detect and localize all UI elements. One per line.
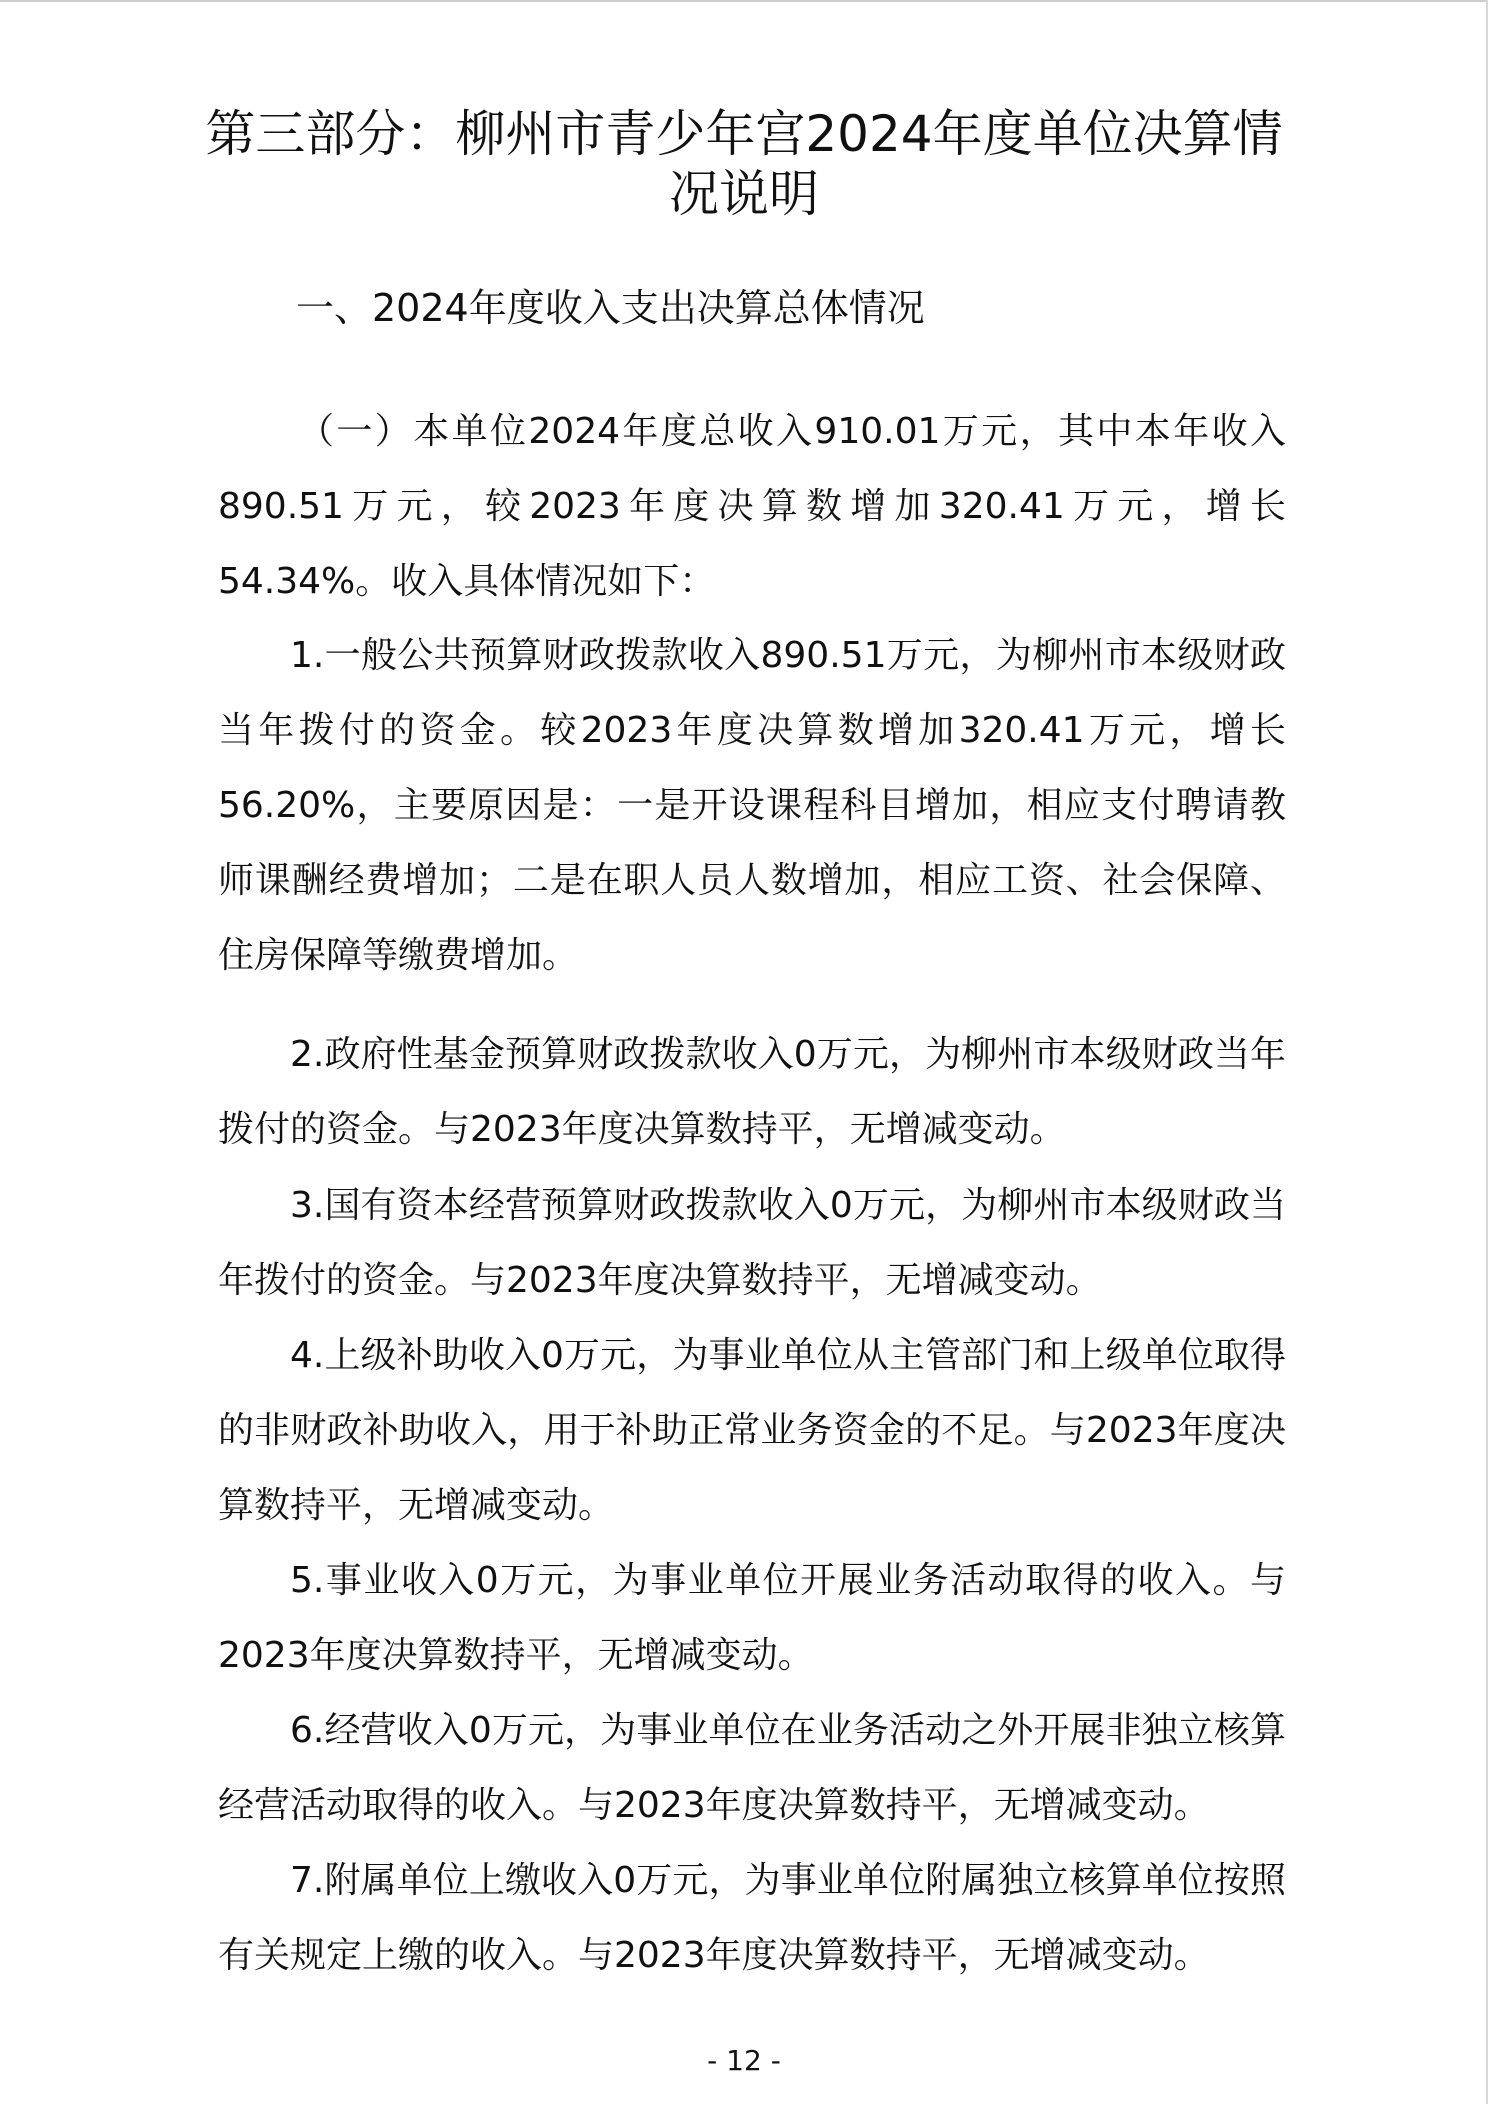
- paragraph-total-income: （一）本单位2024年度总收入910.01万元，其中本年收入890.51万元，较2023年度决算数增加320.41万元，增长54.34%。收入具体情况如下：: [218, 411, 1286, 602]
- paragraph-general-budget-income: 1.一般公共预算财政拨款收入890.51万元，为柳州市本级财政当年拨付的资金。较2023年度决算数增加320.41万元，增长56.20%，主要原因是：一是开设课程科目增加，相应支付聘请教师课酬经费增加；二是在职人员人数增加，相应工资、社会保障、住房保障等缴费增加。: [218, 635, 1286, 976]
- document-title: 第三部分：柳州市青少年宫2024年度单位决算情况说明: [205, 105, 1283, 223]
- page-top-edge: [0, 0, 1488, 2]
- paragraph-affiliated-unit-income: 7.附属单位上缴收入0万元，为事业单位附属独立核算单位按照有关规定上缴的收入。与2023年度决算数持平，无增减变动。: [218, 1860, 1286, 1976]
- paragraph-superior-subsidy-income: 4.上级补助收入0万元，为事业单位从主管部门和上级单位取得的非财政补助收入，用于补助正常业务资金的不足。与2023年度决算数持平，无增减变动。: [218, 1335, 1286, 1526]
- page-number: - 12 -: [707, 2044, 781, 2077]
- paragraph-business-income: 5.事业收入0万元，为事业单位开展业务活动取得的收入。与2023年度决算数持平，无增减变动。: [218, 1560, 1286, 1676]
- paragraph-state-capital-income: 3.国有资本经营预算财政拨款收入0万元，为柳州市本级财政当年拨付的资金。与2023年度决算数持平，无增减变动。: [218, 1185, 1286, 1301]
- paragraph-operating-income: 6.经营收入0万元，为事业单位在业务活动之外开展非独立核算经营活动取得的收入。与2023年度决算数持平，无增减变动。: [218, 1710, 1286, 1826]
- section-heading: 一、2024年度收入支出决算总体情况: [296, 286, 925, 330]
- paragraph-government-fund-income: 2.政府性基金预算财政拨款收入0万元，为柳州市本级财政当年拨付的资金。与2023年度决算数持平，无增减变动。: [218, 1034, 1286, 1150]
